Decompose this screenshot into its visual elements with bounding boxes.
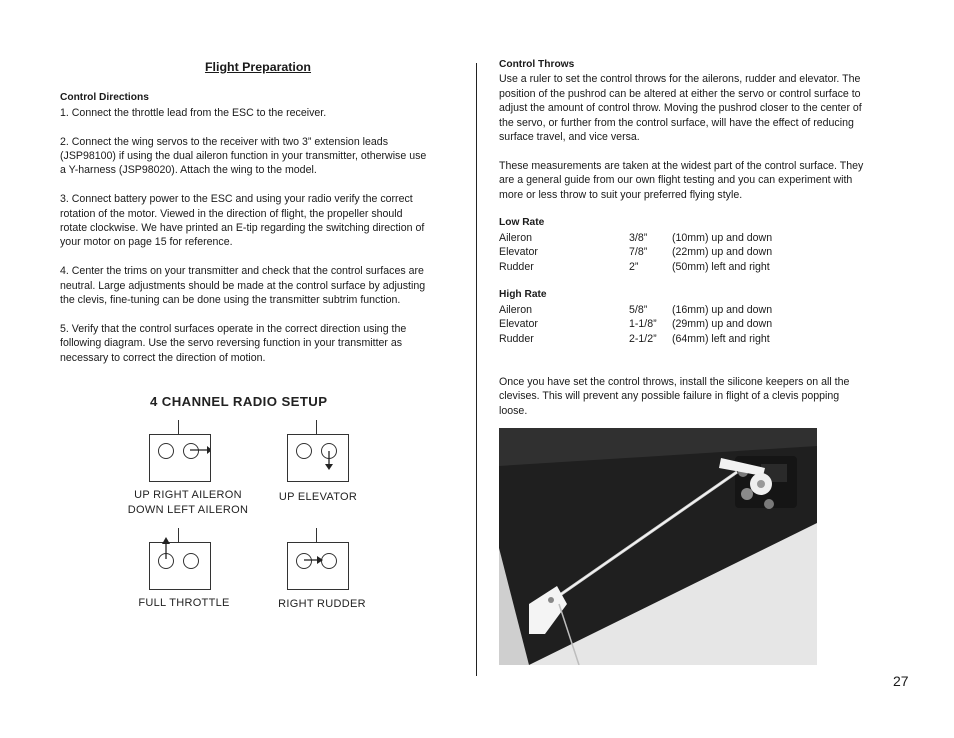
- step-line: 1. Connect the throttle lead from the ESC to the receiver.: [60, 106, 327, 119]
- label-down-left-aileron: DOWN LEFT AILERON: [127, 504, 249, 516]
- rate-surface: Elevator: [499, 246, 538, 259]
- step-line: necessary to correct the direction of motion.: [60, 351, 266, 364]
- transmitter-elevator: [287, 434, 349, 482]
- transmitter-aileron: [149, 434, 211, 482]
- rate-detail: (16mm) up and down: [672, 303, 773, 316]
- label-full-throttle: FULL THROTTLE: [138, 597, 230, 609]
- rate-inches: 3/8”: [629, 231, 648, 244]
- rate-detail: (29mm) up and down: [672, 318, 773, 331]
- rate-row: [499, 245, 889, 259]
- transmitter-throttle: [149, 542, 211, 590]
- rate-surface: Aileron: [499, 303, 532, 316]
- page-number: 27: [893, 673, 909, 689]
- step-line: your motor on page 15 for reference.: [60, 236, 233, 249]
- label-up-elevator: UP ELEVATOR: [278, 491, 358, 503]
- step-line: a Y-harness (JSP98020). Attach the wing to the model.: [60, 164, 317, 177]
- step-2: [60, 135, 456, 178]
- antenna: [316, 420, 317, 434]
- step-line: rotate clockwise. We have printed an E-tip regarding the switching direction of: [60, 222, 425, 235]
- left-column: [60, 58, 456, 365]
- rate-detail: (64mm) left and right: [672, 332, 770, 345]
- step-line: 3. Connect battery power to the ESC and using your radio verify the correct: [60, 193, 413, 206]
- antenna: [316, 528, 317, 542]
- rate-inches: 2”: [629, 260, 639, 273]
- rate-surface: Aileron: [499, 231, 532, 244]
- column-divider: [476, 63, 477, 676]
- paragraph-line: surface travel, and vice versa.: [499, 131, 640, 144]
- diagram-title: 4 CHANNEL RADIO SETUP: [150, 394, 328, 409]
- paragraph-line: position of the pushrod can be altered at either the servo or control surface to: [499, 87, 861, 100]
- paragraph-line: are a general guide from our own flight testing and you can experiment with: [499, 174, 853, 187]
- label-up-right-aileron: UP RIGHT AILERON: [134, 489, 242, 501]
- step-5: [60, 322, 456, 365]
- servo-pushrod-photo: [499, 428, 817, 665]
- page-heading: Flight Preparation: [204, 60, 312, 74]
- paragraph-line: loose.: [499, 404, 528, 417]
- paragraph-line: more or less throw to suit your preferred flying style.: [499, 188, 743, 201]
- antenna: [178, 420, 179, 434]
- radio-setup-diagram: [118, 392, 380, 616]
- right-arrow-icon: [288, 543, 348, 589]
- control-directions-subheading: Control Directions: [60, 92, 149, 104]
- rate-inches: 2-1/2”: [629, 332, 657, 345]
- rate-inches: 1-1/8”: [629, 318, 657, 331]
- step-4: [60, 264, 456, 307]
- step-3: [60, 192, 456, 250]
- step-line: following diagram. Use the servo reversing function in your transmitter as: [60, 337, 403, 350]
- low-rate-subheading: Low Rate: [499, 217, 545, 229]
- control-throws-subheading: Control Throws: [499, 59, 575, 70]
- step-line: 4. Center the trims on your transmitter and check that the control surfaces are: [60, 265, 424, 278]
- paragraph-line: Use a ruler to set the control throws for the ailerons, rudder and elevator. The: [499, 73, 861, 86]
- high-rate-subheading: High Rate: [499, 289, 547, 301]
- step-line: the clevis, fine-tuning can be done using the transmitter subtrim function.: [60, 294, 401, 307]
- rate-inches: 5/8”: [629, 303, 648, 316]
- step-line: (JSP98100) if using the dual aileron function in your transmitter, otherwise use: [60, 150, 427, 163]
- rate-detail: (10mm) up and down: [672, 231, 773, 244]
- step-1: [60, 106, 456, 120]
- paragraph-line: adjust the amount of control throw. Moving the pushrod closer to the center of: [499, 102, 862, 115]
- right-arrow-icon: [150, 435, 210, 481]
- rate-inches: 7/8”: [629, 246, 648, 259]
- label-right-rudder: RIGHT RUDDER: [278, 598, 366, 610]
- right-column: [499, 58, 889, 418]
- rate-row: [499, 260, 889, 274]
- step-line: rotation of the motor. Viewed in the direction of flight, the propeller should: [60, 207, 403, 220]
- servo-pushrod-image: [499, 428, 817, 665]
- rate-row: [499, 231, 889, 245]
- paragraph-line: the servo, or further from the control surface, will have the effect of reducing: [499, 116, 854, 129]
- up-arrow-icon: [150, 535, 210, 581]
- rate-surface: Elevator: [499, 318, 538, 331]
- paragraph-line: These measurements are taken at the widest part of the control surface. They: [499, 159, 864, 172]
- rate-row: [499, 332, 889, 346]
- step-line: 2. Connect the wing servos to the receiver with two 3” extension leads: [60, 135, 388, 148]
- step-line: 5. Verify that the control surfaces operate in the correct direction using the: [60, 322, 407, 335]
- rate-detail: (50mm) left and right: [672, 260, 770, 273]
- paragraph-line: Once you have set the control throws, install the silicone keepers on all the: [499, 375, 850, 388]
- rate-row: [499, 317, 889, 331]
- rate-surface: Rudder: [499, 260, 534, 273]
- down-arrow-icon: [288, 435, 348, 481]
- transmitter-rudder: [287, 542, 349, 590]
- rate-surface: Rudder: [499, 332, 534, 345]
- rate-row: [499, 303, 889, 317]
- paragraph-line: clevises. This will prevent any possible failure in flight of a clevis popping: [499, 390, 840, 403]
- rate-detail: (22mm) up and down: [672, 246, 773, 259]
- step-line: neutral. Large adjustments should be made at the control surface by adjusting: [60, 279, 426, 292]
